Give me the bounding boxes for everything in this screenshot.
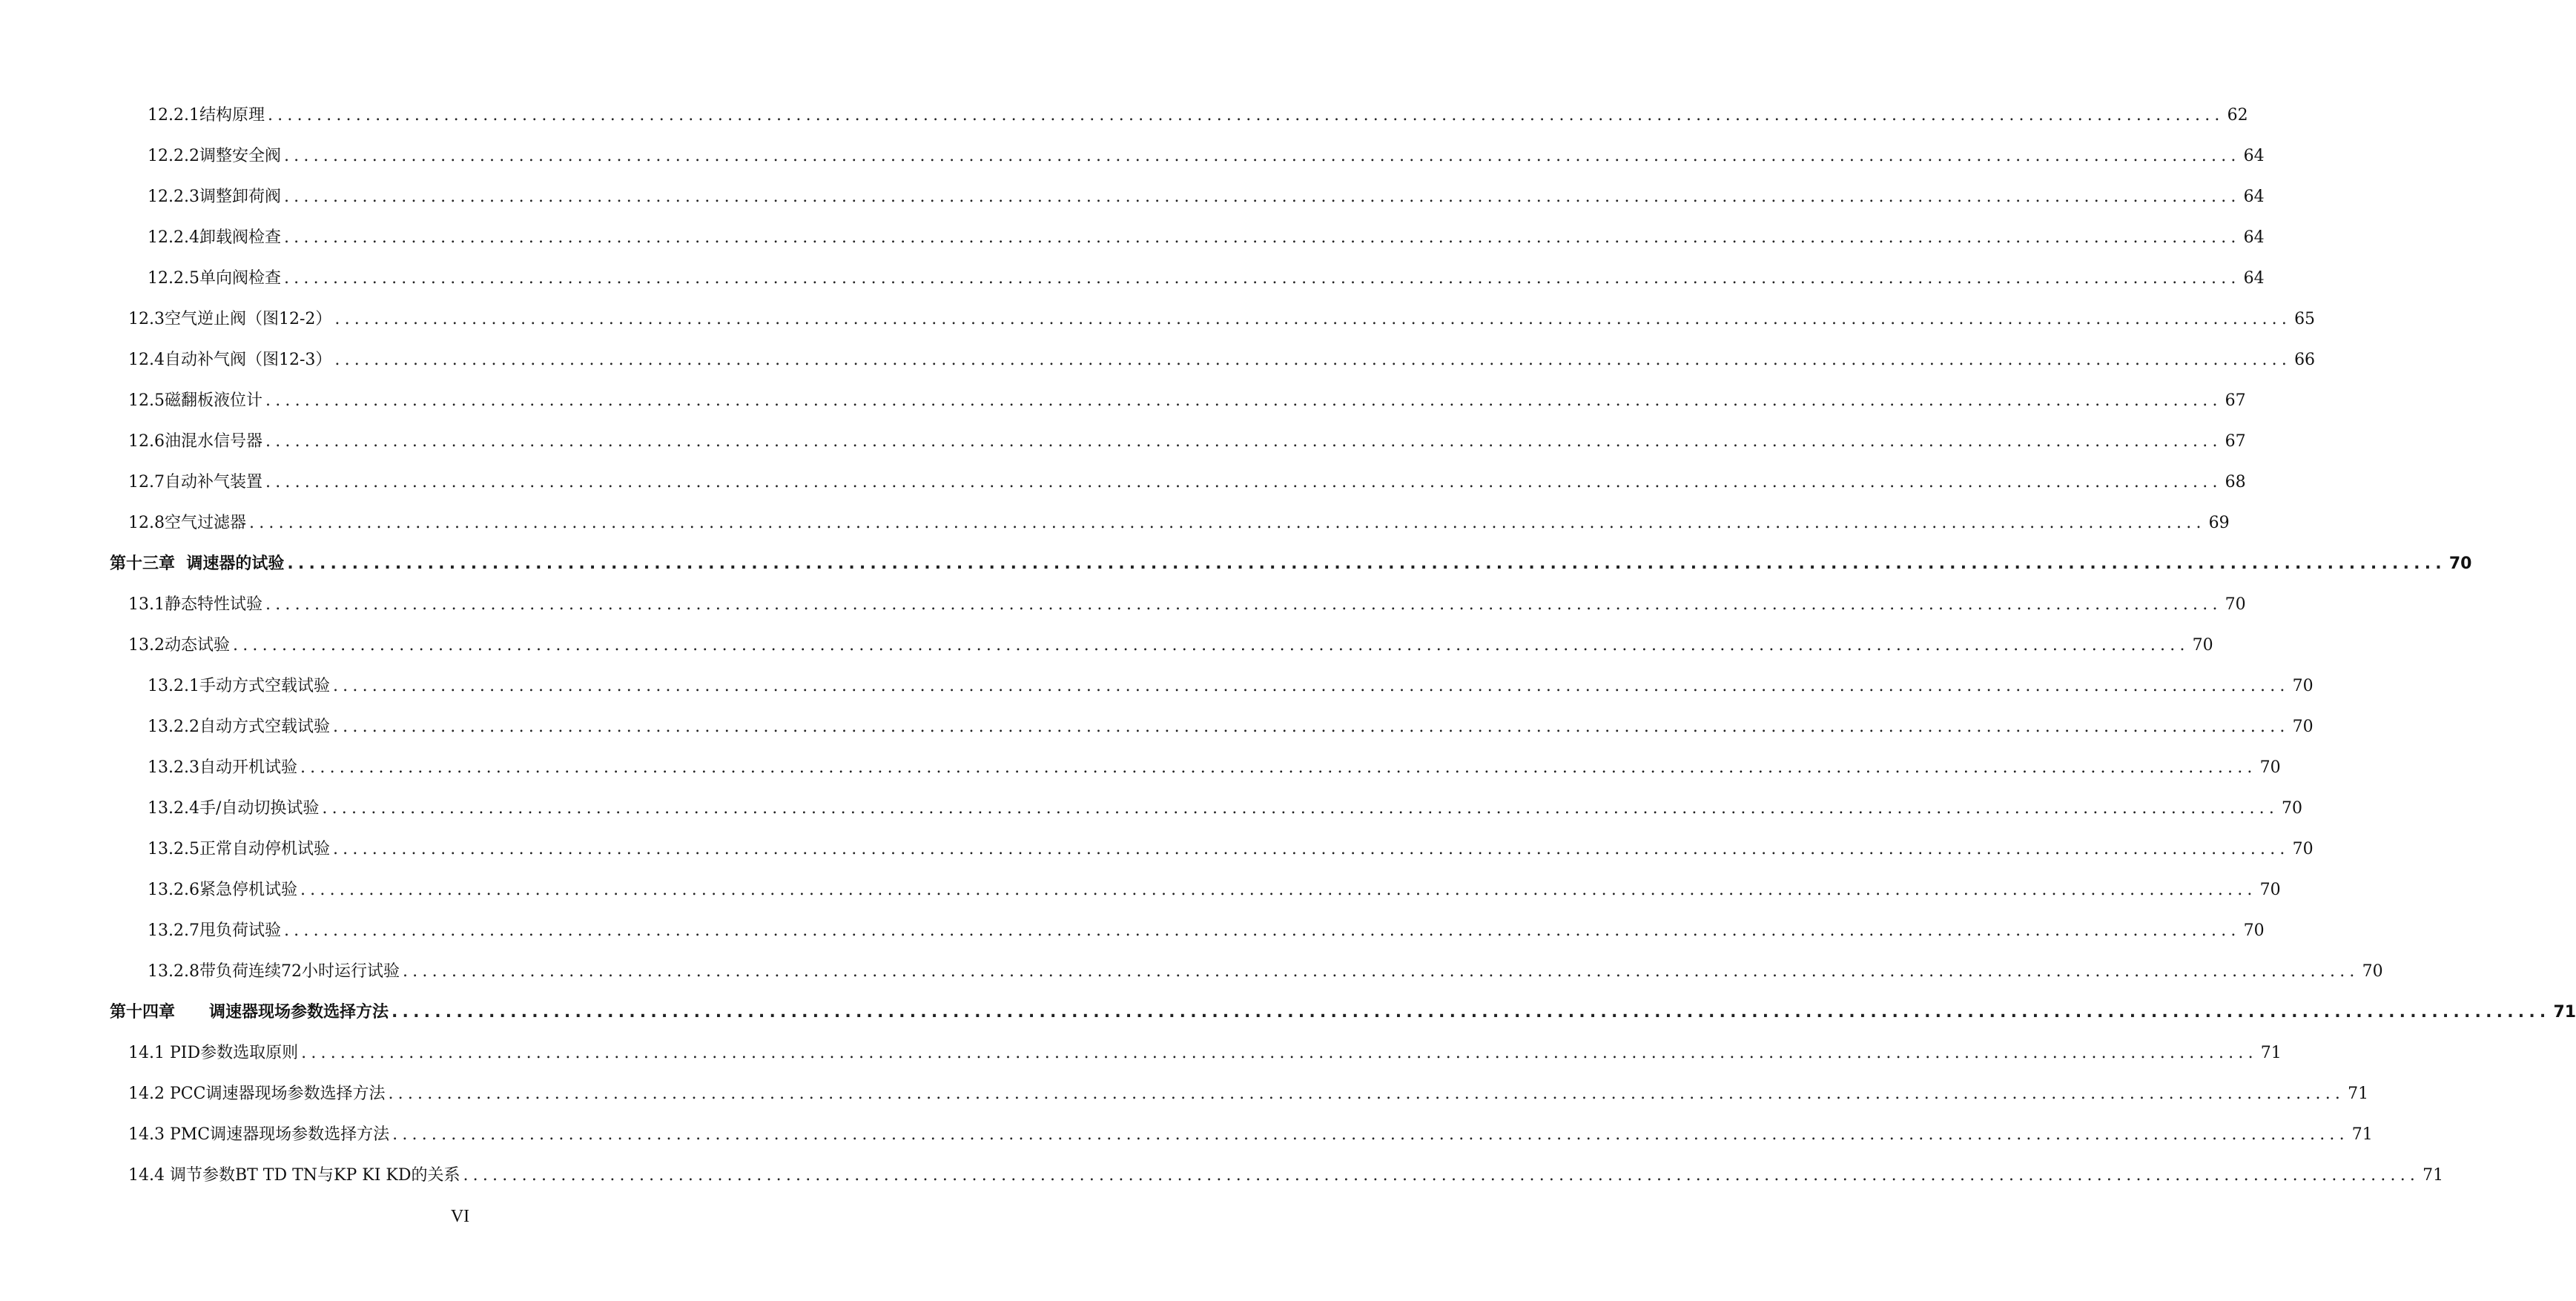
toc-entry — [0, 136, 2265, 176]
toc-dot-leader: ........................................................................................................................................................................................................ — [332, 717, 2290, 736]
toc-entry — [0, 870, 2281, 910]
toc-dot-leader: ........................................................................................................................................................................................................ — [287, 554, 2446, 573]
toc-dot-leader: ........................................................................................................................................................................................................ — [283, 187, 2241, 206]
toc-entry — [0, 95, 2248, 136]
toc-entry — [0, 1155, 2444, 1196]
toc-dot-leader: ........................................................................................................................................................................................................ — [283, 146, 2241, 165]
toc-entry-page: 71 — [2260, 1043, 2282, 1062]
toc-entry-page: 64 — [2243, 268, 2265, 288]
toc-dot-leader: ........................................................................................................................................................................................................ — [283, 921, 2241, 940]
toc-entry — [0, 706, 2314, 747]
toc-entry — [0, 1073, 2369, 1114]
toc-entry-page: 64 — [2243, 187, 2265, 206]
toc-entry-page: 70 — [2243, 921, 2265, 940]
toc-dot-leader: ........................................................................................................................................................................................................ — [388, 1084, 2345, 1103]
toc-entry-title: 13.2.2自动方式空载试验 — [148, 717, 330, 736]
toc-dot-leader: ........................................................................................................................................................................................................ — [334, 309, 2292, 328]
toc-entry-title: 12.3空气逆止阀（图12-2） — [128, 309, 332, 328]
toc-entry — [0, 788, 2303, 829]
toc-dot-leader: ........................................................................................................................................................................................................ — [249, 513, 2206, 532]
toc-entry-page: 71 — [2351, 1125, 2373, 1144]
toc-entry-page: 70 — [2259, 880, 2281, 899]
toc-entry — [0, 217, 2265, 258]
toc-entry-page: 70 — [2292, 676, 2314, 695]
toc-entry-page: 70 — [2282, 798, 2303, 818]
toc-entry-title: 14.3 PMC调速器现场参数选择方法 — [128, 1125, 390, 1144]
toc-entry-title: 12.2.1结构原理 — [148, 105, 265, 125]
toc-dot-leader: ........................................................................................................................................................................................................ — [322, 798, 2279, 818]
toc-entry-title: 13.1静态特性试验 — [128, 595, 262, 614]
toc-entry — [0, 625, 2213, 666]
toc-entry-page: 68 — [2225, 472, 2246, 491]
toc-dot-leader: ........................................................................................................................................................................................................ — [300, 758, 2257, 777]
toc-entry-page: 65 — [2294, 309, 2316, 328]
toc-dot-leader: ........................................................................................................................................................................................................ — [332, 839, 2290, 858]
toc-entry-page: 70 — [2292, 717, 2314, 736]
toc-dot-leader: ........................................................................................................................................................................................................ — [402, 961, 2359, 981]
toc-entry-title: 12.2.2调整安全阀 — [148, 146, 281, 165]
toc-entry — [0, 1114, 2373, 1155]
toc-entry-title: 12.4自动补气阀（图12-3） — [128, 350, 332, 369]
toc-dot-leader: ........................................................................................................................................................................................................ — [233, 635, 2190, 655]
toc-dot-leader: ........................................................................................................................................................................................................ — [391, 1002, 2551, 1022]
toc-entry-title: 13.2.3自动开机试验 — [148, 758, 297, 777]
toc-dot-leader: ........................................................................................................................................................................................................ — [265, 391, 2222, 410]
toc-entry-title: 13.2.4手/自动切换试验 — [148, 798, 320, 818]
toc-dot-leader: ........................................................................................................................................................................................................ — [265, 472, 2222, 491]
toc-entry-page: 71 — [2423, 1165, 2444, 1185]
toc-entry-title: 12.7自动补气装置 — [128, 472, 262, 491]
toc-entry-page: 71 — [2553, 1002, 2576, 1022]
toc-dot-leader: ........................................................................................................................................................................................................ — [265, 431, 2222, 451]
toc-entry — [0, 299, 2316, 340]
toc-dot-leader: ........................................................................................................................................................................................................ — [283, 268, 2241, 288]
toc-entry-title: 12.6油混水信号器 — [128, 431, 262, 451]
toc-entry-page: 64 — [2243, 228, 2265, 247]
toc-entry-title: 13.2.8带负荷连续72小时运行试验 — [148, 961, 400, 981]
table-of-contents — [0, 95, 2576, 1196]
page-number: VI — [450, 1207, 470, 1226]
toc-dot-leader: ........................................................................................................................................................................................................ — [300, 880, 2257, 899]
toc-entry-title: 第十四章 调速器现场参数选择方法 — [110, 1002, 389, 1022]
toc-entry-page: 70 — [2259, 758, 2281, 777]
toc-entry-title: 13.2.7甩负荷试验 — [148, 921, 281, 940]
toc-chapter-entry — [0, 543, 2472, 584]
toc-dot-leader: ........................................................................................................................................................................................................ — [267, 105, 2225, 125]
toc-entry-title: 12.2.5单向阀检查 — [148, 268, 281, 288]
toc-entry — [0, 666, 2314, 706]
toc-entry-page: 70 — [2362, 961, 2383, 981]
toc-dot-leader: ........................................................................................................................................................................................................ — [283, 228, 2241, 247]
toc-entry-page: 64 — [2243, 146, 2265, 165]
toc-entry — [0, 176, 2265, 217]
toc-entry-title: 12.5磁翻板液位计 — [128, 391, 262, 410]
toc-chapter-entry — [0, 992, 2576, 1033]
toc-entry-page: 69 — [2208, 513, 2230, 532]
toc-entry-title: 13.2.5正常自动停机试验 — [148, 839, 330, 858]
toc-entry — [0, 503, 2230, 543]
toc-dot-leader: ........................................................................................................................................................................................................ — [334, 350, 2292, 369]
toc-entry — [0, 829, 2314, 870]
toc-dot-leader: ........................................................................................................................................................................................................ — [463, 1165, 2420, 1185]
toc-entry — [0, 1033, 2282, 1073]
toc-entry-title: 12.2.4卸载阀检查 — [148, 228, 281, 247]
toc-entry-title: 14.2 PCC调速器现场参数选择方法 — [128, 1084, 386, 1103]
toc-entry — [0, 584, 2246, 625]
toc-entry — [0, 747, 2281, 788]
toc-entry-page: 71 — [2348, 1084, 2369, 1103]
toc-entry-page: 67 — [2225, 391, 2246, 410]
toc-entry-page: 70 — [2192, 635, 2213, 655]
toc-entry-title: 14.1 PID参数选取原则 — [128, 1043, 299, 1062]
toc-dot-leader: ........................................................................................................................................................................................................ — [265, 595, 2222, 614]
toc-entry-page: 70 — [2448, 554, 2472, 573]
toc-entry — [0, 258, 2265, 299]
toc-entry-title: 13.2.6紧急停机试验 — [148, 880, 297, 899]
toc-dot-leader: ........................................................................................................................................................................................................ — [301, 1043, 2258, 1062]
toc-entry — [0, 951, 2383, 992]
toc-entry-title: 13.2.1手动方式空载试验 — [148, 676, 330, 695]
toc-entry-page: 67 — [2225, 431, 2246, 451]
toc-entry-page: 62 — [2227, 105, 2248, 125]
toc-entry — [0, 380, 2246, 421]
toc-dot-leader: ........................................................................................................................................................................................................ — [392, 1125, 2349, 1144]
toc-entry-title: 12.8空气过滤器 — [128, 513, 246, 532]
toc-entry-title: 第十三章 调速器的试验 — [110, 554, 285, 573]
toc-entry-title: 14.4 调节参数BT TD TN与KP KI KD的关系 — [128, 1165, 460, 1185]
toc-entry-page: 70 — [2225, 595, 2246, 614]
toc-dot-leader: ........................................................................................................................................................................................................ — [332, 676, 2290, 695]
toc-entry — [0, 910, 2265, 951]
toc-entry — [0, 340, 2316, 380]
toc-entry — [0, 421, 2246, 462]
toc-entry-page: 66 — [2294, 350, 2316, 369]
toc-entry-title: 12.2.3调整卸荷阀 — [148, 187, 281, 206]
toc-entry-title: 13.2动态试验 — [128, 635, 230, 655]
toc-entry — [0, 462, 2246, 503]
toc-entry-page: 70 — [2292, 839, 2314, 858]
